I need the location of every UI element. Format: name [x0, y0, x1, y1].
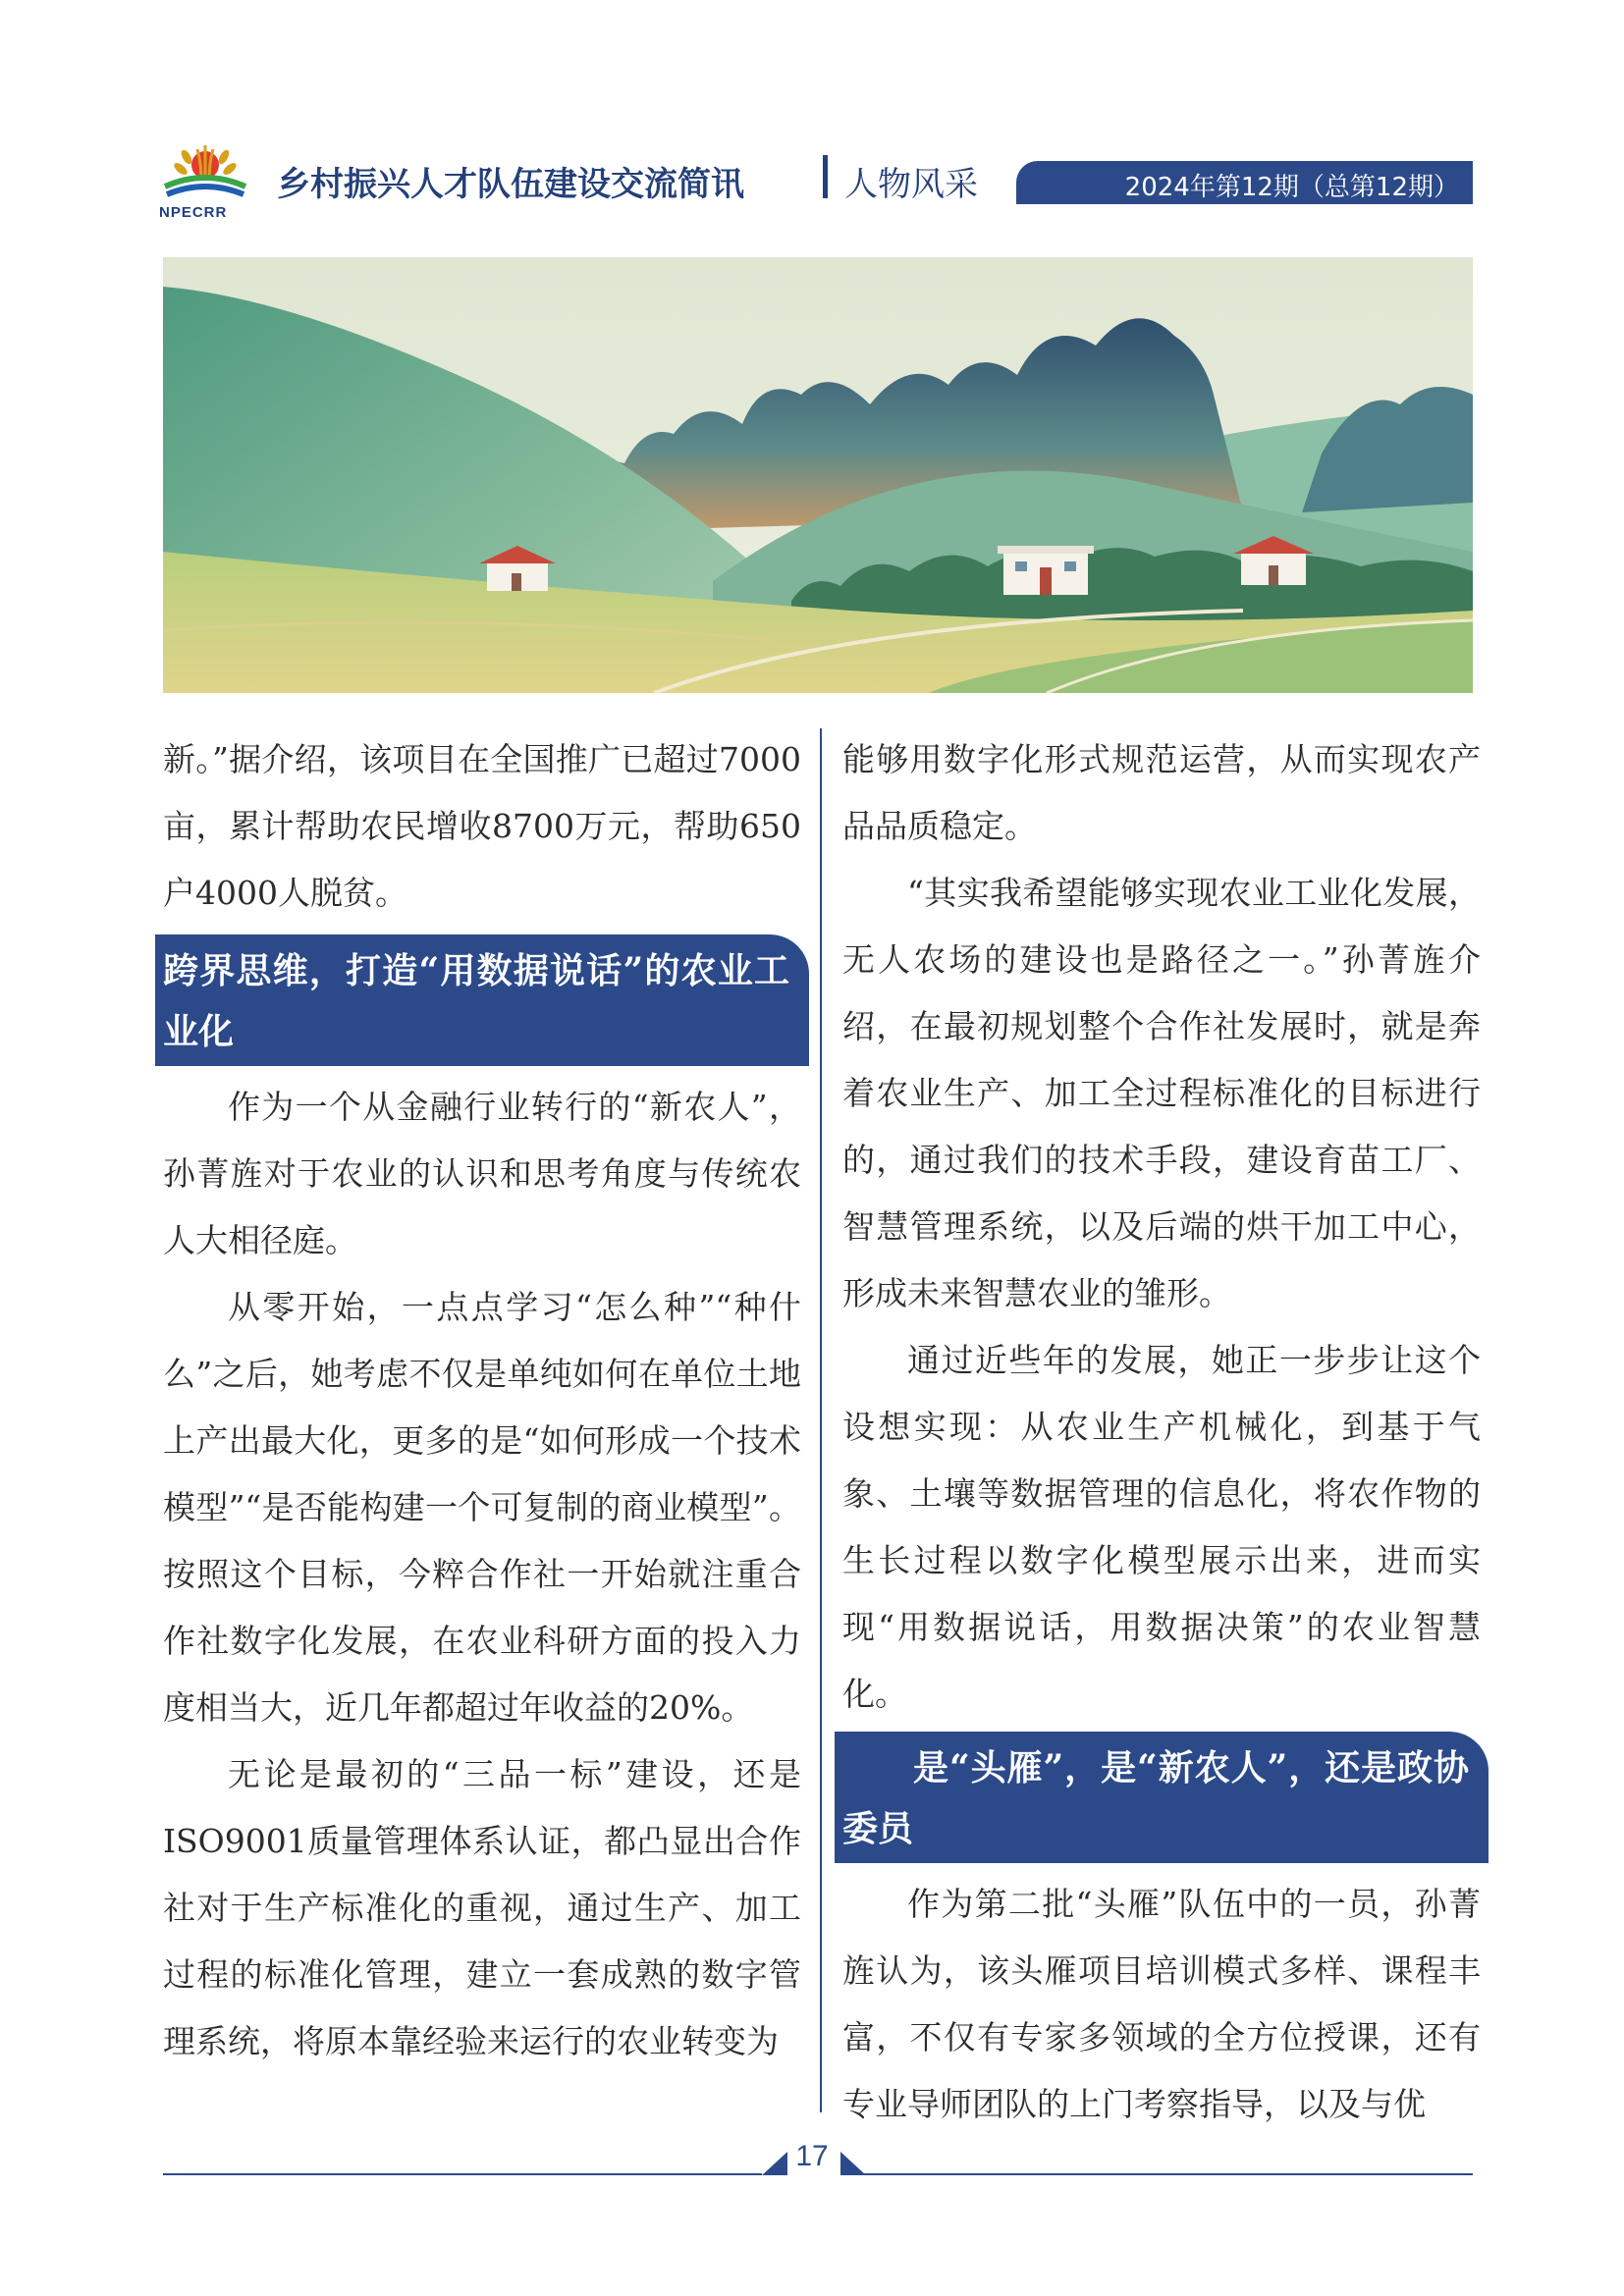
- issue-text: 2024年第12期（总第12期）: [1124, 173, 1459, 202]
- column-divider: [820, 728, 822, 2112]
- issue-badge: [1016, 161, 1473, 204]
- paragraph: 无论是最初的“三品一标”建设，还是ISO9001质量管理体系认证，都凸显出合作社对于生产标准化的重视，通过生产、加工过程的标准化管理，建立一套成熟的数字管理系统，将原本靠经验来运行的农业转变为: [163, 1755, 801, 2060]
- page-number: 17: [795, 2140, 829, 2172]
- page-header: [157, 135, 1473, 221]
- paragraph: 新。”据介绍，该项目在全国推广已超过7000亩，累计帮助农民增收8700万元，帮助650户4000人脱贫。: [163, 740, 801, 912]
- paragraph: 作为第二批“头雁”队伍中的一员，孙菁旌认为，该头雁项目培训模式多样、课程丰富，不仅有专家多领域的全方位授课，还有专业导师团队的上门考察指导，以及与优: [842, 1885, 1481, 2123]
- section-heading: 是“头雁”，是“新农人”，还是政协委员: [835, 1732, 1489, 1863]
- right-column: [842, 726, 1481, 2138]
- paragraph: 从零开始，一点点学习“怎么种”“种什么”之后，她考虑不仅是单纯如何在单位土地上产出最大化，更多的是“如何形成一个技术模型”“是否能构建一个可复制的商业模型”。按照这个目标，今粹合作社一开始就注重合作社数字化发展，在农业科研方面的投入力度相当大，近几年都超过年收益的20%。: [163, 1288, 801, 1727]
- landscape-image: [163, 257, 1473, 693]
- header-separator: [823, 155, 828, 198]
- paragraph: 能够用数字化形式规范运营，从而实现农产品品质稳定。: [842, 740, 1481, 845]
- footer-rule-right: [862, 2173, 1473, 2175]
- left-column: [163, 726, 801, 2075]
- paragraph: “其实我希望能够实现农业工业化发展，无人农场的建设也是路径之一。”孙菁旌介绍，在最初规划整个合作社发展时，就是奔着农业生产、加工全过程标准化的目标进行的，通过我们的技术手段，建设育苗工厂、智慧管理系统，以及后端的烘干加工中心，形成未来智慧农业的雏形。: [842, 874, 1481, 1312]
- paragraph: 通过近些年的发展，她正一步步让这个设想实现：从农业生产机械化，到基于气象、土壤等数据管理的信息化，将农作物的生长过程以数字化模型展示出来，进而实现“用数据说话，用数据决策”的农业智慧化。: [842, 1341, 1481, 1713]
- logo-text: NPECRR: [159, 204, 228, 221]
- landscape-illustration: [163, 257, 1473, 693]
- journal-title: 乡村振兴人才队伍建设交流简讯: [277, 165, 744, 204]
- section-heading: 跨界思维，打造“用数据说话”的农业工业化: [155, 934, 809, 1066]
- footer-rule-left: [163, 2173, 762, 2175]
- section-name: 人物风采: [844, 165, 978, 204]
- paragraph: 作为一个从金融行业转行的“新农人”，孙菁旌对于农业的认识和思考角度与传统农人大相径庭。: [163, 1088, 801, 1259]
- footer-triangle-right: [840, 2152, 866, 2175]
